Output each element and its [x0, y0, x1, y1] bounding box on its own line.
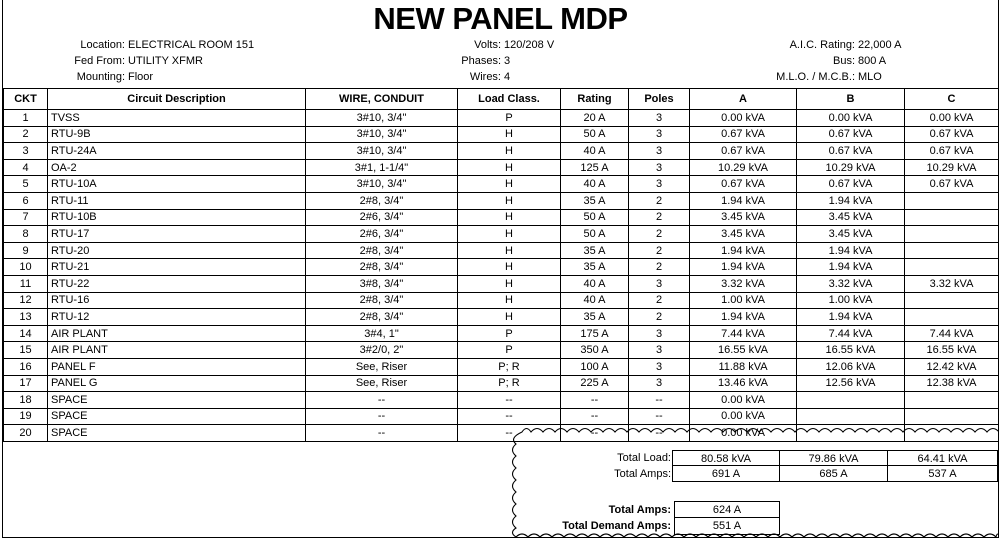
cell-rating: 40 A: [561, 176, 629, 193]
cell-poles: 3: [629, 325, 690, 342]
info-label: Location:: [80, 39, 125, 51]
cell-load-class: P: [458, 110, 561, 127]
cell-load-class: H: [458, 309, 561, 326]
cell-ckt: 9: [4, 242, 48, 259]
cell-poles: 3: [629, 159, 690, 176]
cell-phase-a: 3.45 kVA: [690, 209, 797, 226]
cell-rating: --: [561, 408, 629, 425]
cell-load-class: H: [458, 143, 561, 160]
col-header-description: Circuit Description: [48, 89, 306, 110]
cell-load-class: P; R: [458, 358, 561, 375]
summary-demand-amps: 551 A: [674, 517, 780, 535]
cell-load-class: H: [458, 126, 561, 143]
cell-phase-b: 10.29 kVA: [797, 159, 905, 176]
cell-load-class: H: [458, 159, 561, 176]
cell-poles: 2: [629, 259, 690, 276]
cell-wire-conduit: --: [306, 392, 458, 409]
cell-description: RTU-10A: [48, 176, 306, 193]
cell-rating: 40 A: [561, 292, 629, 309]
cell-load-class: H: [458, 259, 561, 276]
info-value: Floor: [128, 71, 154, 83]
cell-load-class: P; R: [458, 375, 561, 392]
cell-ckt: 20: [4, 425, 48, 442]
cell-phase-b: 3.32 kVA: [797, 275, 905, 292]
cell-load-class: H: [458, 209, 561, 226]
total-amps-b: 685 A: [779, 465, 888, 482]
cell-phase-c: 12.42 kVA: [905, 358, 999, 375]
cell-load-class: P: [458, 325, 561, 342]
cell-wire-conduit: 2#8, 3/4": [306, 292, 458, 309]
cell-phase-b: 0.67 kVA: [797, 143, 905, 160]
cell-description: RTU-24A: [48, 143, 306, 160]
cell-poles: 2: [629, 226, 690, 243]
cell-wire-conduit: 3#10, 3/4": [306, 110, 458, 127]
cell-description: RTU-9B: [48, 126, 306, 143]
cell-ckt: 15: [4, 342, 48, 359]
cell-poles: 3: [629, 342, 690, 359]
cell-phase-a: 0.67 kVA: [690, 126, 797, 143]
total-load-a: 80.58 kVA: [672, 450, 780, 466]
info-label: Wires:: [469, 71, 501, 83]
cell-phase-a: 13.46 kVA: [690, 375, 797, 392]
cell-poles: 3: [629, 358, 690, 375]
cell-poles: 2: [629, 309, 690, 326]
cell-rating: 100 A: [561, 358, 629, 375]
cell-rating: --: [561, 425, 629, 442]
cell-phase-b: 16.55 kVA: [797, 342, 905, 359]
col-header-poles: Poles: [629, 89, 690, 110]
cell-rating: 35 A: [561, 309, 629, 326]
cell-phase-b: 1.94 kVA: [797, 259, 905, 276]
cell-wire-conduit: 2#8, 3/4": [306, 309, 458, 326]
total-amps-c: 537 A: [887, 465, 998, 482]
cell-phase-a: 3.45 kVA: [690, 226, 797, 243]
total-amps-a: 691 A: [672, 465, 780, 482]
cell-phase-b: 7.44 kVA: [797, 325, 905, 342]
cell-phase-c: 16.55 kVA: [905, 342, 999, 359]
cell-phase-c: 12.38 kVA: [905, 375, 999, 392]
summary-demand-amps-label: Total Demand Amps:: [562, 520, 671, 532]
info-label: M.L.O. / M.C.B.:: [776, 71, 855, 83]
info-label: Bus:: [832, 55, 855, 67]
cell-rating: 125 A: [561, 159, 629, 176]
cell-load-class: --: [458, 408, 561, 425]
cell-ckt: 4: [4, 159, 48, 176]
cell-poles: 3: [629, 110, 690, 127]
cell-poles: 3: [629, 275, 690, 292]
cell-phase-c: 3.32 kVA: [905, 275, 999, 292]
cell-phase-a: 11.88 kVA: [690, 358, 797, 375]
cell-wire-conduit: 2#6, 3/4": [306, 209, 458, 226]
cell-phase-c: 0.67 kVA: [905, 176, 999, 193]
cell-rating: 175 A: [561, 325, 629, 342]
cell-phase-b: 1.94 kVA: [797, 192, 905, 209]
cell-wire-conduit: 3#10, 3/4": [306, 126, 458, 143]
cell-phase-a: 1.00 kVA: [690, 292, 797, 309]
cell-ckt: 17: [4, 375, 48, 392]
cell-load-class: H: [458, 176, 561, 193]
cell-rating: 35 A: [561, 259, 629, 276]
cell-ckt: 16: [4, 358, 48, 375]
cell-wire-conduit: --: [306, 408, 458, 425]
cell-phase-c: 7.44 kVA: [905, 325, 999, 342]
cell-ckt: 6: [4, 192, 48, 209]
info-label: Mounting:: [76, 71, 125, 83]
cell-phase-a: 7.44 kVA: [690, 325, 797, 342]
cell-phase-a: 1.94 kVA: [690, 192, 797, 209]
panel-schedule: [2, 0, 999, 538]
col-header-rating: Rating: [561, 89, 629, 110]
cell-description: RTU-21: [48, 259, 306, 276]
cell-rating: 50 A: [561, 209, 629, 226]
cell-description: TVSS: [48, 110, 306, 127]
cell-phase-b: 12.56 kVA: [797, 375, 905, 392]
cell-load-class: H: [458, 292, 561, 309]
cell-description: RTU-22: [48, 275, 306, 292]
cell-phase-c: 10.29 kVA: [905, 159, 999, 176]
cell-wire-conduit: --: [306, 425, 458, 442]
info-value: 4: [504, 71, 511, 83]
cell-wire-conduit: 3#2/0, 2": [306, 342, 458, 359]
cell-phase-a: 0.00 kVA: [690, 392, 797, 409]
col-header-load-class: Load Class.: [458, 89, 561, 110]
info-value: 800 A: [858, 55, 887, 67]
cell-phase-a: 0.67 kVA: [690, 176, 797, 193]
cell-load-class: H: [458, 242, 561, 259]
col-header-phase-b: B: [797, 89, 905, 110]
cell-description: AIR PLANT: [48, 325, 306, 342]
cell-ckt: 8: [4, 226, 48, 243]
cell-wire-conduit: 2#8, 3/4": [306, 192, 458, 209]
col-header-phase-a: A: [690, 89, 797, 110]
cell-rating: 40 A: [561, 143, 629, 160]
cell-ckt: 11: [4, 275, 48, 292]
cell-poles: 2: [629, 242, 690, 259]
info-label: A.I.C. Rating:: [789, 39, 855, 51]
cell-wire-conduit: 3#4, 1": [306, 325, 458, 342]
cell-ckt: 14: [4, 325, 48, 342]
col-header-phase-c: C: [905, 89, 999, 110]
cell-wire-conduit: 2#8, 3/4": [306, 259, 458, 276]
info-value: 120/208 V: [504, 39, 555, 51]
cell-phase-b: 12.06 kVA: [797, 358, 905, 375]
cell-phase-b: 0.67 kVA: [797, 176, 905, 193]
cell-ckt: 3: [4, 143, 48, 160]
cell-phase-c: 0.67 kVA: [905, 143, 999, 160]
cell-ckt: 13: [4, 309, 48, 326]
cell-rating: 20 A: [561, 110, 629, 127]
col-header-ckt: CKT: [4, 89, 48, 110]
cell-ckt: 19: [4, 408, 48, 425]
total-load-label: Total Load:: [617, 452, 671, 464]
cell-description: RTU-11: [48, 192, 306, 209]
total-load-b: 79.86 kVA: [779, 450, 888, 466]
cell-wire-conduit: 2#8, 3/4": [306, 242, 458, 259]
col-header-wire-conduit: WIRE, CONDUIT: [306, 89, 458, 110]
cell-load-class: --: [458, 392, 561, 409]
summary-total-amps: 624 A: [674, 501, 780, 518]
cell-ckt: 7: [4, 209, 48, 226]
cell-description: PANEL F: [48, 358, 306, 375]
cell-load-class: H: [458, 275, 561, 292]
cell-rating: 350 A: [561, 342, 629, 359]
cell-rating: 35 A: [561, 242, 629, 259]
cell-description: OA-2: [48, 159, 306, 176]
cell-phase-a: 1.94 kVA: [690, 242, 797, 259]
cell-rating: 35 A: [561, 192, 629, 209]
cell-description: RTU-12: [48, 309, 306, 326]
cell-phase-b: 1.94 kVA: [797, 242, 905, 259]
info-value: 22,000 A: [858, 39, 902, 51]
cell-ckt: 12: [4, 292, 48, 309]
info-value: MLO: [858, 71, 882, 83]
info-value: 3: [504, 55, 511, 67]
cell-rating: --: [561, 392, 629, 409]
cell-phase-b: 3.45 kVA: [797, 209, 905, 226]
cell-poles: --: [629, 392, 690, 409]
cell-ckt: 2: [4, 126, 48, 143]
cell-phase-a: 1.94 kVA: [690, 259, 797, 276]
info-value: ELECTRICAL ROOM 151: [128, 39, 255, 51]
summary-total-amps-label: Total Amps:: [608, 504, 671, 516]
cell-wire-conduit: See, Riser: [306, 375, 458, 392]
cell-phase-c: 0.67 kVA: [905, 126, 999, 143]
info-value: UTILITY XFMR: [128, 55, 203, 67]
cell-description: RTU-20: [48, 242, 306, 259]
panel-title: NEW PANEL MDP: [373, 1, 628, 36]
cell-poles: 3: [629, 143, 690, 160]
cell-ckt: 18: [4, 392, 48, 409]
cell-phase-a: 0.00 kVA: [690, 425, 797, 442]
cell-phase-c: 0.00 kVA: [905, 110, 999, 127]
info-label: Fed From:: [74, 55, 125, 67]
info-label: Phases:: [461, 55, 501, 67]
cell-phase-b: 1.94 kVA: [797, 309, 905, 326]
cell-poles: 3: [629, 375, 690, 392]
totals-section: [3, 0, 998, 537]
cell-phase-b: 1.00 kVA: [797, 292, 905, 309]
cell-phase-a: 0.00 kVA: [690, 110, 797, 127]
cell-ckt: 1: [4, 110, 48, 127]
cell-poles: 2: [629, 292, 690, 309]
cell-poles: 2: [629, 192, 690, 209]
cell-ckt: 10: [4, 259, 48, 276]
cell-poles: 3: [629, 126, 690, 143]
cell-wire-conduit: 3#1, 1-1/4": [306, 159, 458, 176]
cell-description: RTU-16: [48, 292, 306, 309]
cell-description: AIR PLANT: [48, 342, 306, 359]
cell-description: RTU-10B: [48, 209, 306, 226]
cell-phase-a: 10.29 kVA: [690, 159, 797, 176]
info-label: Volts:: [474, 39, 501, 51]
cell-wire-conduit: 3#10, 3/4": [306, 143, 458, 160]
cell-load-class: P: [458, 342, 561, 359]
cell-rating: 225 A: [561, 375, 629, 392]
cell-description: SPACE: [48, 425, 306, 442]
cell-rating: 40 A: [561, 275, 629, 292]
cell-wire-conduit: See, Riser: [306, 358, 458, 375]
cell-phase-a: 0.67 kVA: [690, 143, 797, 160]
cell-load-class: H: [458, 226, 561, 243]
cell-wire-conduit: 3#8, 3/4": [306, 275, 458, 292]
cell-wire-conduit: 2#6, 3/4": [306, 226, 458, 243]
total-amps-label: Total Amps:: [614, 468, 671, 480]
cell-phase-a: 1.94 kVA: [690, 309, 797, 326]
cell-poles: 2: [629, 209, 690, 226]
cell-phase-a: 3.32 kVA: [690, 275, 797, 292]
cell-phase-a: 0.00 kVA: [690, 408, 797, 425]
cell-ckt: 5: [4, 176, 48, 193]
cell-poles: 3: [629, 176, 690, 193]
cell-rating: 50 A: [561, 126, 629, 143]
cell-load-class: H: [458, 192, 561, 209]
cell-description: PANEL G: [48, 375, 306, 392]
cell-phase-b: 0.00 kVA: [797, 110, 905, 127]
cell-phase-a: 16.55 kVA: [690, 342, 797, 359]
cell-load-class: --: [458, 425, 561, 442]
cell-poles: --: [629, 408, 690, 425]
cell-phase-b: 3.45 kVA: [797, 226, 905, 243]
cell-poles: --: [629, 425, 690, 442]
cell-description: RTU-17: [48, 226, 306, 243]
cell-phase-b: 0.67 kVA: [797, 126, 905, 143]
total-load-c: 64.41 kVA: [887, 450, 998, 466]
cell-rating: 50 A: [561, 226, 629, 243]
cell-wire-conduit: 3#10, 3/4": [306, 176, 458, 193]
cell-description: SPACE: [48, 392, 306, 409]
cell-description: SPACE: [48, 408, 306, 425]
